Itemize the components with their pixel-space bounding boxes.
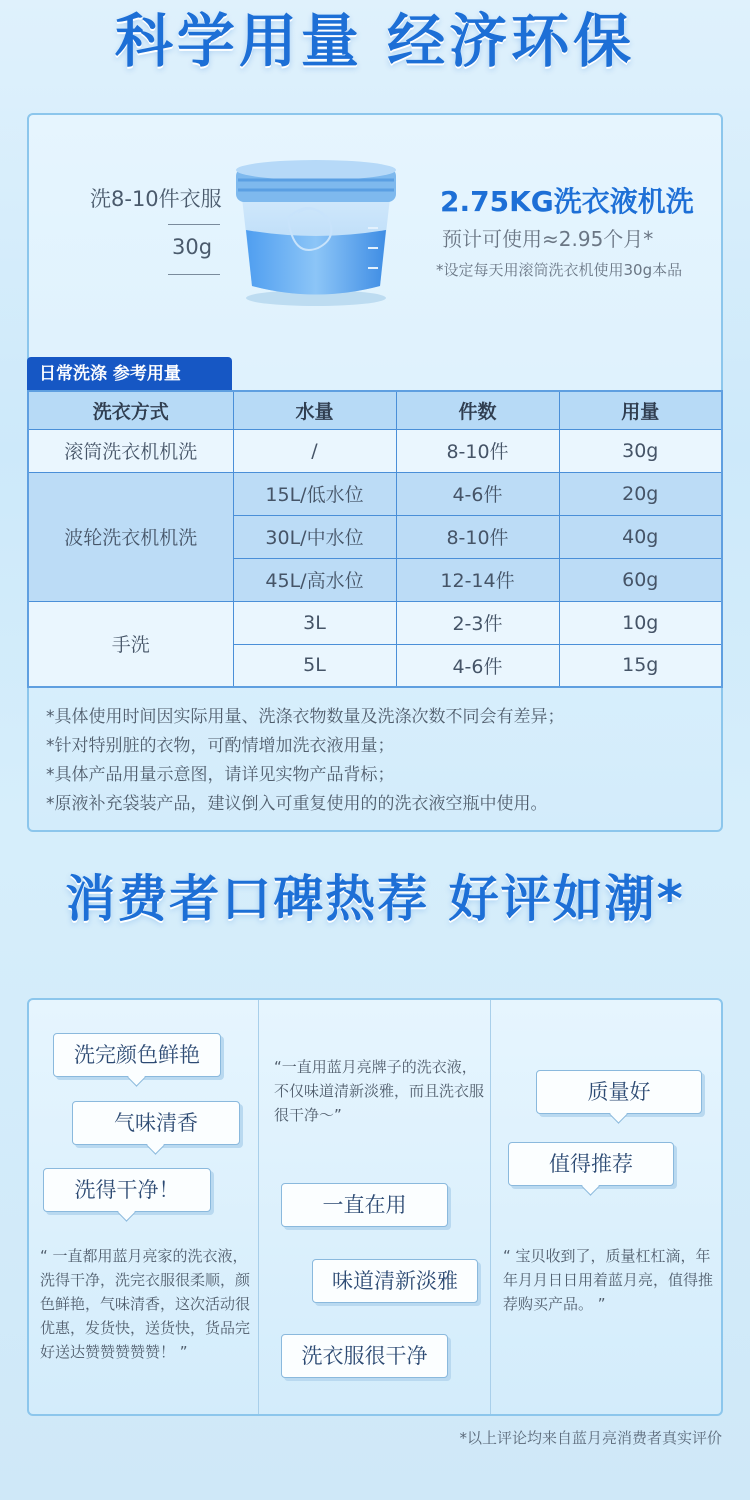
amount-cell: 40g — [559, 515, 722, 558]
header-cell: 水量 — [233, 391, 396, 429]
section-title-reviews: 消费者口碑热荐 好评如潮* — [65, 870, 685, 928]
table-row — [28, 429, 722, 472]
water-cell: 15L/低水位 — [233, 472, 396, 515]
pieces-cell: 8-10件 — [396, 429, 559, 472]
water-cell: / — [233, 429, 396, 472]
review-tag: 味道清新淡雅 — [312, 1259, 478, 1303]
divider-line — [168, 224, 220, 225]
review-tag: 值得推荐 — [508, 1142, 674, 1186]
section-title-dosage: 科学用量 经济环保 — [114, 7, 636, 75]
product-title: 2.75KG洗衣液机洗 — [440, 185, 694, 218]
pieces-cell: 8-10件 — [396, 515, 559, 558]
review-tag: 气味清香 — [72, 1101, 240, 1145]
table-header-row — [28, 391, 722, 429]
amount-cell: 30g — [559, 429, 722, 472]
table-row — [28, 472, 722, 515]
review-tag: 洗完颜色鲜艳 — [53, 1033, 221, 1077]
review-quote: “ 一直都用蓝月亮家的洗衣液，洗得干净，洗完衣服很柔顺，颜色鲜艳，气味清香，这次活动很优惠，发货快，送货快，货品完好送达赞赞赞赞赞！ ” — [40, 1247, 251, 1361]
table-row — [28, 601, 722, 644]
amount-cell: 60g — [559, 558, 722, 601]
water-cell: 5L — [233, 644, 396, 687]
review-quote: “ 宝贝收到了，质量杠杠滴，年年月月日日用着蓝月亮，值得推荐购买产品。 ” — [503, 1247, 714, 1313]
usage-notes — [46, 703, 565, 819]
review-tag: 质量好 — [536, 1070, 702, 1114]
pieces-cell: 4-6件 — [396, 644, 559, 687]
note-line: *具体使用时间因实际用量、洗涤衣物数量及洗涤次数不同会有差异； — [46, 707, 565, 727]
measuring-cup-image — [228, 158, 404, 308]
note-line: *针对特别脏的衣物，可酌情增加洗衣液用量； — [46, 736, 395, 756]
reviews-footnote: *以上评论均来自蓝月亮消费者真实评价 — [459, 1429, 722, 1447]
divider-line — [168, 274, 220, 275]
pieces-cell: 4-6件 — [396, 472, 559, 515]
method-cell: 滚筒洗衣机机洗 — [28, 429, 233, 472]
wash-pieces-label: 洗8-10件衣服 — [90, 187, 222, 211]
review-tag: 洗衣服很干净 — [281, 1334, 448, 1378]
method-cell: 波轮洗衣机机洗 — [28, 472, 233, 601]
review-tag: 洗得干净！ — [43, 1168, 211, 1212]
header-cell: 用量 — [559, 391, 722, 429]
header-cell: 洗衣方式 — [28, 391, 233, 429]
amount-cell: 10g — [559, 601, 722, 644]
pieces-cell: 12-14件 — [396, 558, 559, 601]
dosage-table — [27, 390, 723, 688]
column-divider — [258, 1000, 259, 1414]
water-cell: 30L/中水位 — [233, 515, 396, 558]
water-cell: 45L/高水位 — [233, 558, 396, 601]
amount-cell: 15g — [559, 644, 722, 687]
header-cell: 件数 — [396, 391, 559, 429]
method-cell: 手洗 — [28, 601, 233, 687]
note-line: *具体产品用量示意图，请详见实物产品背标； — [46, 765, 395, 785]
review-quote: “一直用蓝月亮牌子的洗衣液，不仅味道清新淡雅，而且洗衣服很干净～” — [274, 1058, 485, 1124]
product-note: *设定每天用滚筒洗衣机使用30g本品 — [436, 261, 683, 279]
pieces-cell: 2-3件 — [396, 601, 559, 644]
water-cell: 3L — [233, 601, 396, 644]
column-divider — [490, 1000, 491, 1414]
review-tag: 一直在用 — [281, 1183, 448, 1227]
dose-value: 30g — [172, 235, 213, 259]
amount-cell: 20g — [559, 472, 722, 515]
product-usage-estimate: 预计可使用≈2.95个月* — [442, 227, 654, 251]
note-line: *原液补充袋装产品，建议倒入可重复使用的的洗衣液空瓶中使用。 — [46, 794, 548, 814]
table-tab-label: 日常洗涤 参考用量 — [27, 357, 232, 391]
